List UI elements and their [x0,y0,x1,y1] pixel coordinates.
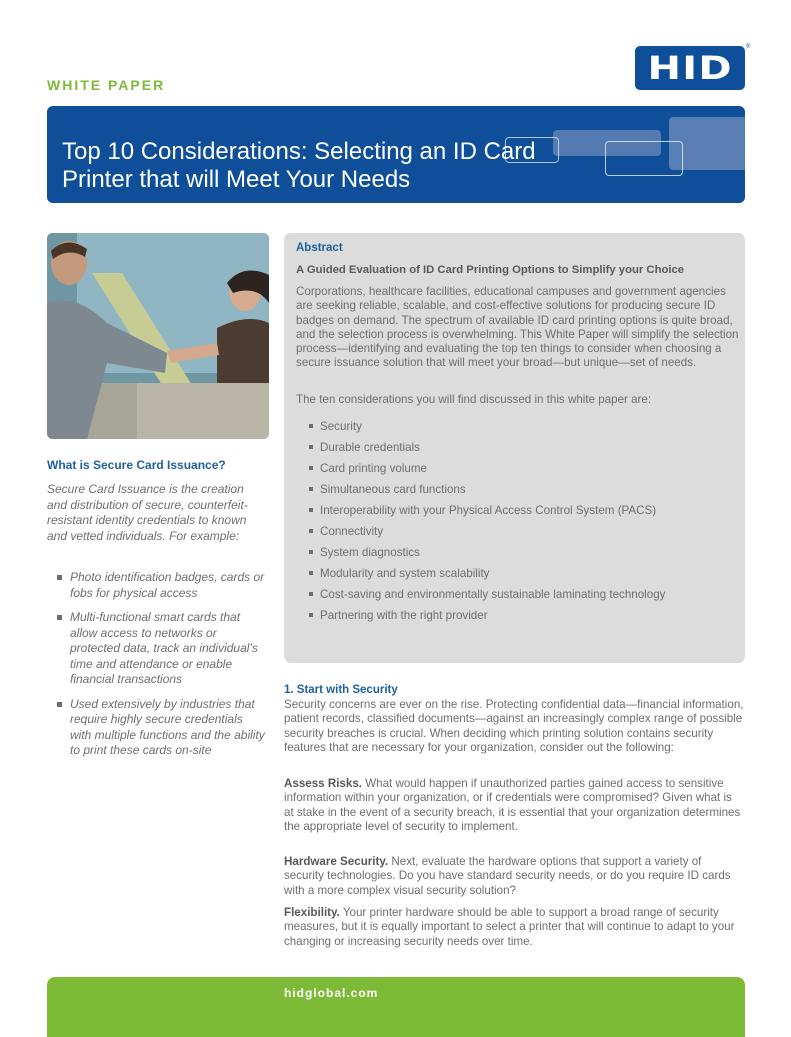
list-item-text: Modularity and system scalability [320,567,490,580]
bullet-square-icon [309,613,313,617]
page-title-line-2: Printer that will Meet Your Needs [62,166,411,193]
paragraph-assess-risks [284,777,744,834]
list-item-text: Card printing volume [320,462,427,475]
paragraph-hardware-security [284,855,744,898]
list-item-text: Simultaneous card functions [320,483,466,496]
list-item [309,462,665,483]
bullet-square-icon [57,575,62,580]
document-type-label: WHITE PAPER [47,77,166,93]
list-item [55,697,265,759]
list-item [309,441,665,462]
paragraph-lead: Hardware Security. [284,855,389,868]
page-title-line-1: Top 10 Considerations: Selecting an ID Card [62,138,536,165]
list-item [309,567,665,588]
paragraph-lead: Assess Risks. [284,777,362,790]
list-item [309,609,665,630]
footer-website-link[interactable]: hidglobal.com [284,986,379,1000]
hero-photo [47,233,269,439]
logo-text: HID [647,49,733,87]
paragraph-flexibility [284,906,744,949]
sidebar-title: What is Secure Card Issuance? [47,458,226,472]
list-item [55,610,265,688]
sidebar-intro: Secure Card Issuance is the creation and distribution of secure, counterfeit-resistant identity credentials to known and vetted individuals. For example: [47,482,248,543]
list-item-text: Photo identification badges, cards or fobs for physical access [70,570,265,600]
paragraph-lead: Flexibility. [284,906,340,919]
title-banner [47,106,745,203]
bullet-square-icon [309,424,313,428]
page-title [62,138,536,194]
list-item-text: Partnering with the right provider [320,609,488,622]
bullet-square-icon [309,466,313,470]
card-outline-decoration-icon [605,141,683,176]
bullet-square-icon [309,445,313,449]
bullet-square-icon [309,508,313,512]
abstract-box [284,233,745,663]
list-item-text: Cost-saving and environmentally sustainable laminating technology [320,588,666,601]
registered-mark: ® [746,44,751,50]
section-heading: 1. Start with Security [284,684,398,696]
bullet-square-icon [57,702,62,707]
bullet-square-icon [309,487,313,491]
footer-bar [47,977,745,1037]
bullet-square-icon [57,615,62,620]
abstract-lead: The ten considerations you will find discussed in this white paper are: [296,393,652,406]
list-item [55,570,265,601]
list-item [309,504,665,525]
bullet-square-icon [309,550,313,554]
photo-illustration-icon [47,233,269,439]
list-item [309,420,665,441]
bullet-square-icon [309,592,313,596]
paragraph-text: What would happen if unauthorized parties gained access to sensitive information within your organization, or if credentials were compromised? Given what is at stake in the event of a security breach, it is essential that your organization determines the appropriate level of security to implement. [284,777,741,833]
sidebar-list [55,570,265,768]
list-item [309,525,665,546]
hid-logo [635,46,745,90]
list-item-text: Security [320,420,362,433]
list-item [309,483,665,504]
section-body: Security concerns are ever on the rise. Protecting confidential data—financial information, patient records, classified documents—against an increasingly complex range of possible security breaches is crucial. When deciding which printing solution contains security features that are necessary for your organization, consider out the following: [284,698,744,754]
paragraph-text: Next, evaluate the hardware options that support a variety of security technologies. Do you have standard security needs, or do you require ID cards with a more complex visual security solution? [284,855,731,897]
list-item-text: Connectivity [320,525,384,538]
list-item-text: Multi-functional smart cards that allow access to networks or protected data, track an individual’s time and attendance or enable financial transactions [70,610,258,686]
paragraph-text: Your printer hardware should be able to support a broad range of security measures, but it is equally important to select a printer that will continue to adapt to your changing or increasing security needs over time. [284,906,735,948]
considerations-list [309,420,665,630]
list-item-text: Durable credentials [320,441,420,454]
bullet-square-icon [309,529,313,533]
abstract-subheading: A Guided Evaluation of ID Card Printing Options to Simplify your Choice [296,264,685,276]
abstract-body: Corporations, healthcare facilities, educational campuses and government agencies are seeking reliable, scalable, and cost-effective solutions for producing secure ID badges on demand. The spectrum of available ID card printing options is quite broad, and the selection process is overwhelming. This White Paper will simplify the selection process—identifying and evaluating the top ten things to consider when choosing a secure issuance solution that will meet your broad—but unique—set of needs. [296,285,739,370]
list-item [309,588,665,609]
bullet-square-icon [309,571,313,575]
list-item-text: System diagnostics [320,546,420,559]
list-item-text: Interoperability with your Physical Access Control System (PACS) [320,504,657,517]
list-item-text: Used extensively by industries that require highly secure credentials with multiple functions and the ability to print these cards on-site [70,696,265,757]
list-item [309,546,665,567]
abstract-heading: Abstract [296,242,343,254]
